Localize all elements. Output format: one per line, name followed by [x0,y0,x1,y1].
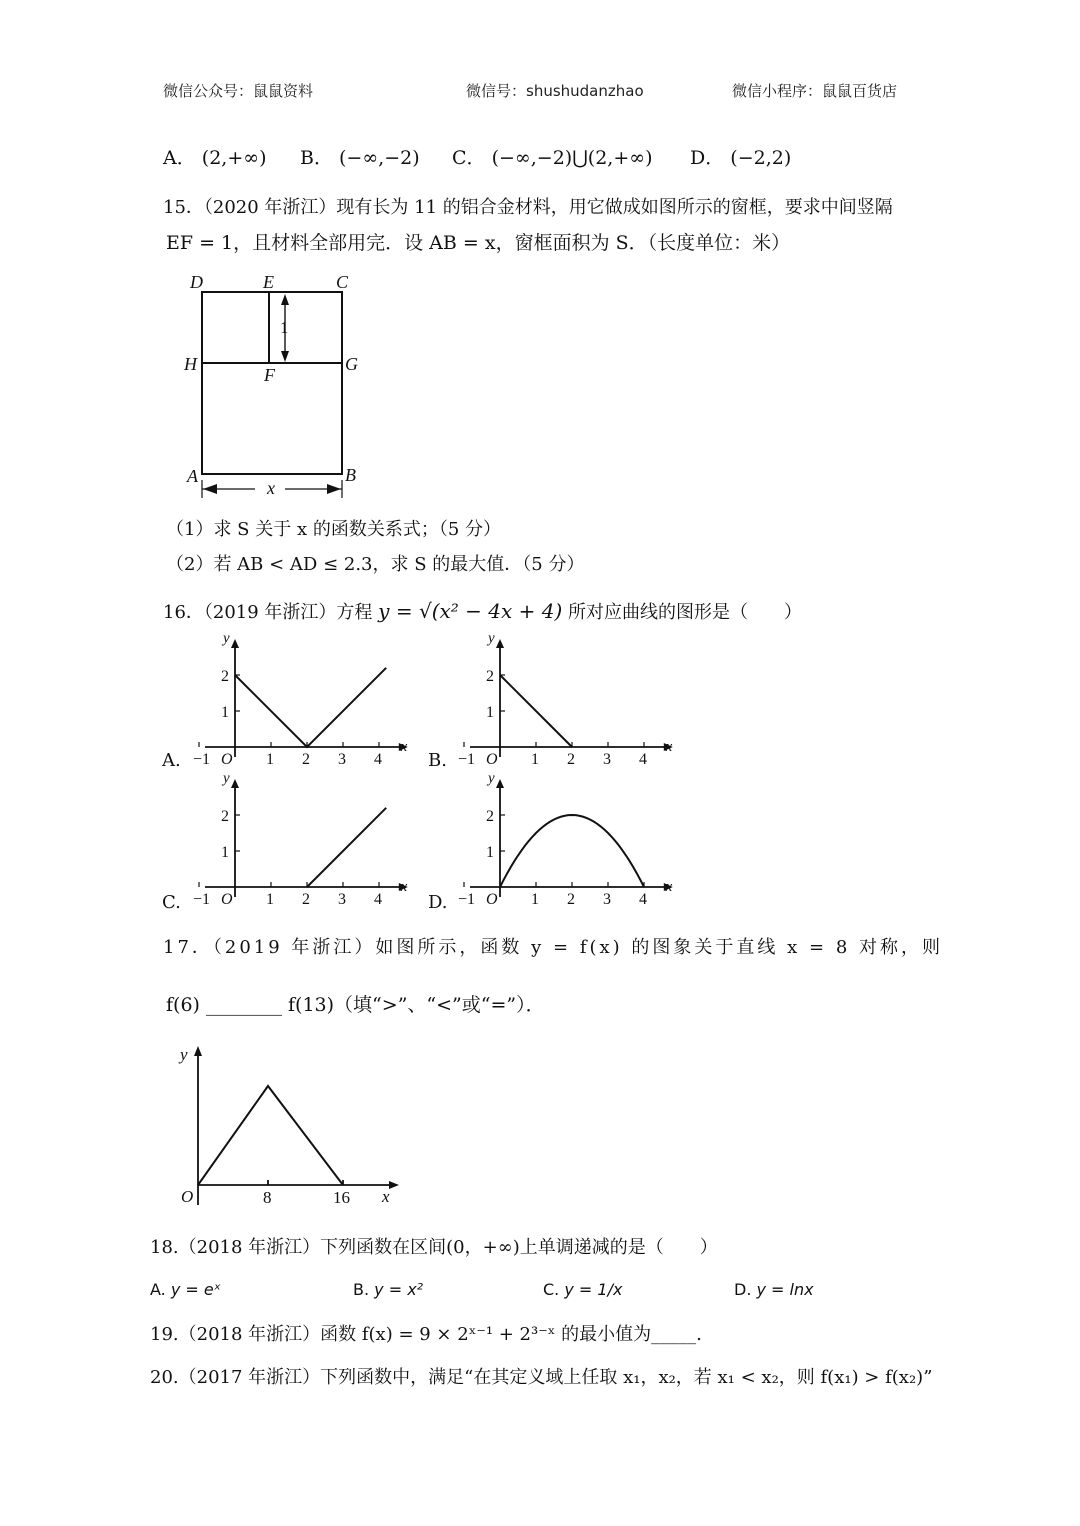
q14-option-a [163,143,266,170]
axis-y-label: y [488,635,495,647]
option-value: y = x² [374,1280,424,1299]
axis-x-label: x [400,739,408,755]
arrow-right-icon [327,484,341,494]
x-tick-label: 2 [302,891,310,908]
axis-x-label: x [400,879,408,895]
origin-label: O [181,1187,194,1206]
q16-graph-c [185,775,410,910]
option-label: A. [150,1280,166,1299]
option-value: (−∞,−2)⋃(2,+∞) [491,147,653,169]
x-tick-label: −1 [458,891,476,908]
arrow-up-icon [231,639,239,648]
q15-stem-line1: 15．（2020 年浙江）现有长为 11 的铝合金材料，用它做成如图所示的窗框，要求中间竖隔 [163,197,893,218]
q19-stem: 19.（2018 年浙江）函数 f(x) = 9 × 2ˣ⁻¹ + 2³⁻ˣ 的最小值为_____. [150,1324,702,1345]
label-d: D [190,272,203,292]
curve-d [500,815,644,887]
x-tick-label: 1 [531,891,539,908]
q16-label-c: C. [162,892,181,913]
q16-stem [163,598,802,624]
option-label: C． [452,147,486,169]
label-a: A [187,466,198,486]
q16-prefix: 16．（2019 年浙江）方程 [163,602,373,623]
x-tick-label: 3 [603,751,611,768]
axis-x-label: x [665,739,673,755]
q16-label-a: A. [162,750,181,771]
label-g: G [345,354,358,374]
q18-stem: 18.（2018 年浙江）下列函数在区间(0，+∞)上单调递减的是（ ） [150,1237,718,1258]
q17-stem-line1: 17．（2019 年浙江）如图所示，函数 y = f(x) 的图象关于直线 x = 8 对称，则 [163,937,944,958]
q16-equation: y = √(x² − 4x + 4) [378,599,563,623]
q14-option-c [452,143,653,170]
q18-option-a [150,1280,221,1299]
x-tick-label: −1 [458,751,476,768]
q15-part2: （2）若 AB < AD ≤ 2.3，求 S 的最大值．（5 分） [166,554,585,575]
q14-option-b [300,143,420,170]
arrow-down-icon [281,351,289,362]
q15-window-figure [175,268,375,503]
arrow-up-icon [194,1046,202,1056]
label-f: F [264,365,275,385]
tick-8: 8 [263,1188,272,1207]
label-e: E [263,272,274,292]
q16-graph-a [185,635,410,770]
x-tick-label: O [221,891,233,908]
label-c: C [336,272,349,292]
option-label: A． [163,147,196,169]
label-b: B [345,465,356,485]
q16-graph-d [450,775,675,910]
tick-16: 16 [333,1188,350,1207]
x-tick-label: 4 [639,891,647,908]
option-label: D． [690,147,725,169]
q17-graph [170,1040,405,1215]
x-tick-label: 4 [374,891,382,908]
x-tick-label: O [486,751,498,768]
y-tick-label: 2 [221,808,229,825]
axis-y-label: y [180,1045,188,1064]
axis-y-label: y [223,635,230,647]
q16-label-b: B. [428,750,447,771]
y-tick-label: 2 [486,808,494,825]
x-tick-label: 4 [639,751,647,768]
arrow-up-icon [496,639,504,648]
option-value: (−2,2) [730,147,792,169]
arrow-right-icon [389,1181,399,1189]
q18-option-d [734,1280,814,1299]
label-h: H [184,354,197,374]
label-x: x [267,478,275,498]
header-left: 微信公众号：鼠鼠资料 [163,82,314,100]
arrow-left-icon [203,484,217,494]
curve-c [307,808,386,887]
header-center: 微信号：shushudanzhao [466,82,644,100]
x-tick-label: 3 [603,891,611,908]
option-label: B． [300,147,333,169]
header-right: 微信小程序：鼠鼠百货店 [732,82,898,100]
q15-part1: （1）求 S 关于 x 的函数关系式；（5 分） [166,519,501,540]
option-label: B. [353,1280,370,1299]
x-tick-label: O [221,751,233,768]
x-tick-label: −1 [193,891,211,908]
x-tick-label: 2 [567,751,575,768]
y-tick-label: 2 [486,668,494,685]
option-value: y = lnx [756,1280,814,1299]
option-value: (−∞,−2) [339,147,420,169]
q18-option-b [353,1280,423,1299]
y-tick-label: 1 [486,704,494,721]
q16-label-d: D. [428,892,448,913]
q16-suffix: 所对应曲线的图形是（ ） [568,602,802,623]
option-value: y = 1/x [564,1280,623,1299]
triangle-graph [198,1086,343,1185]
x-tick-label: 3 [338,891,346,908]
option-value: (2,+∞) [201,147,267,169]
x-tick-label: O [486,891,498,908]
axis-x-label: x [382,1187,390,1206]
arrow-up-icon [281,294,289,305]
q16-graph-b [450,635,675,770]
x-tick-label: 2 [567,891,575,908]
option-label: D. [734,1280,752,1299]
x-tick-label: 2 [302,751,310,768]
x-tick-label: 1 [531,751,539,768]
x-tick-label: 3 [338,751,346,768]
x-tick-label: 4 [374,751,382,768]
q18-option-c [543,1280,622,1299]
arrow-up-icon [496,779,504,788]
arrow-up-icon [231,779,239,788]
y-tick-label: 1 [221,704,229,721]
curve-b [500,675,572,747]
axis-y-label: y [223,775,230,787]
y-tick-label: 2 [221,668,229,685]
x-tick-label: −1 [193,751,211,768]
axis-x-label: x [665,879,673,895]
curve-a [235,668,386,747]
q14-option-d [690,143,791,170]
label-one: 1 [280,318,289,337]
x-tick-label: 1 [266,891,274,908]
option-label: C. [543,1280,560,1299]
q15-stem-line2: EF = 1，且材料全部用完．设 AB = x，窗框面积为 S．（长度单位：米） [166,232,791,254]
y-tick-label: 1 [486,844,494,861]
x-tick-label: 1 [266,751,274,768]
axis-y-label: y [488,775,495,787]
y-tick-label: 1 [221,844,229,861]
option-value: y = eˣ [170,1280,221,1299]
q20-stem: 20.（2017 年浙江）下列函数中，满足“在其定义域上任取 x₁，x₂，若 x₁ < x₂，则 f(x₁) > f(x₂)” [150,1367,933,1388]
q17-stem-line2: f(6) ________ f(13)（填“>”、“<”或“=”）． [166,994,545,1016]
